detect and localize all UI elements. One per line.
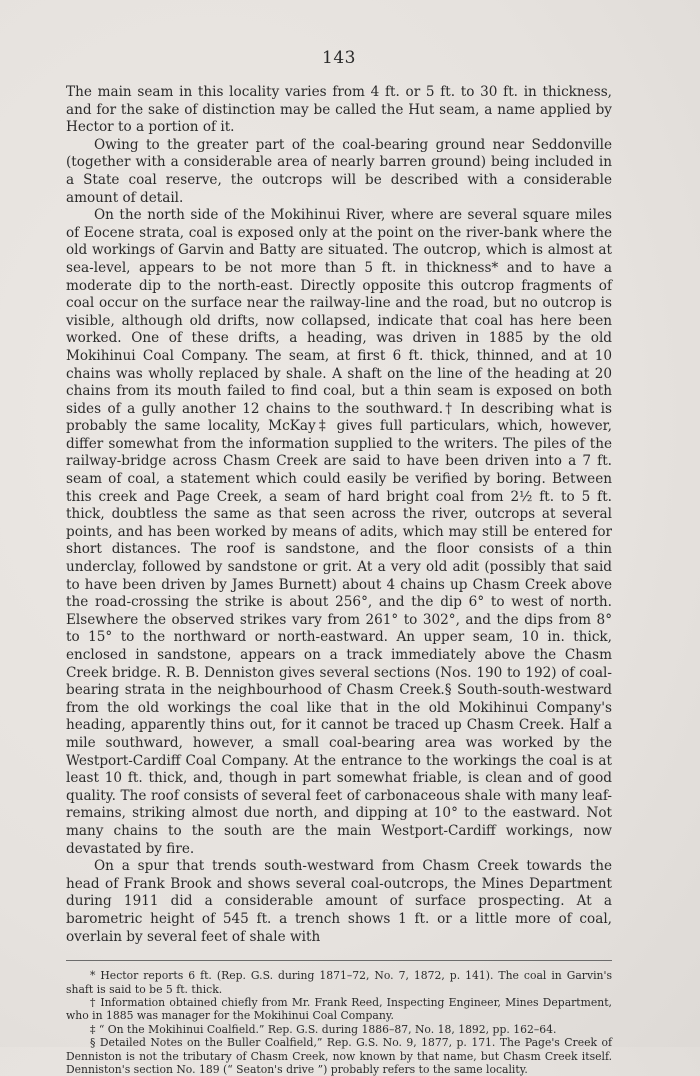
body-text [66,84,612,946]
footnote-3: ‡ “ On the Mokihinui Coalfield.” Rep. G.S. during 1886–87, No. 18, 1892, pp. 162–64. [90,1022,557,1036]
document-page [66,48,612,1076]
footnotes [66,969,612,1076]
paragraph-1: The main seam in this locality varies from 4 ft. or 5 ft. to 30 ft. in thickness, and for the sake of distinction may be called the Hut seam, a name applied by Hector to a portion of it. [66,84,612,136]
footnote-4: § Detailed Notes on the Buller Coalfield,” Rep. G.S. No. 9, 1877, p. 171. The Page's Creek of Denniston is not the tributary of Chasm Creek, now known by that name, but Chasm Creek itself. Denniston's section No. 189 (“ Seaton's drive ”) probably refers to the same locality. [66,1036,612,1076]
footnote-1: * Hector reports 6 ft. (Rep. G.S. during 1871–72, No. 7, 1872, p. 141). The coal in Garvin's shaft is said to be 5 ft. thick. [66,969,612,996]
paragraph-4: On a spur that trends south-westward from Chasm Creek towards the head of Frank Brook and shows several coal-outcrops, the Mines Department during 1911 did a considerable amount of surface prospecting. At a barometric height of 545 ft. a trench shows 1 ft. or a little more of coal, overlain by several feet of shale with [66,858,612,945]
page-number: 143 [322,48,356,68]
paragraph-2: Owing to the greater part of the coal-bearing ground near Seddonville (together with a considerable area of nearly barren ground) being included in a State coal reserve, the outcrops will be described with a considerable amount of detail. [66,136,612,206]
paragraph-3: On the north side of the Mokihinui River, where are several square miles of Eocene strata, coal is exposed only at the point on the river-bank where the old workings of Garvin and Batty are situated. The outcrop, which is almost at sea-level, appears to be not more than 5 ft. in thickness* and to have a moderate dip to the north-east. Directly opposite this outcrop fragments of coal occur on the surface near the railway-line and the road, but no outcrop is visible, although old drifts, now collapsed, indicate that coal has here been worked. One of these drifts, a heading, was driven in 1885 by the old Mokihinui Coal Company. The seam, at first 6 ft. thick, thinned, and at 10 chains was wholly replaced by shale. A shaft on the line of the heading at 20 chains from its mouth failed to find coal, but a thin seam is exposed on both sides of a gully another 12 chains to the southward.† In describing what is probably the same locality, McKay‡ gives full particulars, which, however, differ somewhat from the information supplied to the writers. The piles of the railway-bridge across Chasm Creek are said to have been driven into a 7 ft. seam of coal, a statement which could easily be verified by boring. Between this creek and Page Creek, a seam of hard bright coal from 2½ ft. to 5 ft. thick, doubtless the same as that seen across the river, outcrops at several points, and has been worked by means of adits, which may still be entered for short distances. The roof is sandstone, and the floor consists of a thin underclay, followed by sandstone or grit. At a very old adit (possibly that said to have been driven by James Burnett) about 4 chains up Chasm Creek above the road-crossing the strike is about 256°, and the dip 6° to west of north. Elsewhere the observed strikes vary from 261° to 302°, and the dips from 8° to 15° to the northward or north-eastward. An upper seam, 10 in. thick, enclosed in sandstone, appears on a track immediately above the Chasm Creek bridge. R. B. Denniston gives several sections (Nos. 190 to 192) of coal-bearing strata in the neighbourhood of Chasm Creek.§ South-south-westward from the old workings the coal like that in the old Mokihinui Company's heading, apparently thins out, for it cannot be traced up Chasm Creek. Half a mile southward, however, a small coal-bearing area was worked by the Westport-Cardiff Coal Company. At the entrance to the workings the coal is at least 10 ft. thick, and, though in part somewhat friable, is clean and of good quality. The roof consists of several feet of carbonaceous shale with many leaf-remains, striking almost due north, and dipping at 10° to the eastward. Not many chains to the south are the main Westport-Cardiff workings, now devastated by fire. [66,207,612,857]
footnote-divider [66,960,612,961]
footnote-2: † Information obtained chiefly from Mr. Frank Reed, Inspecting Engineer, Mines Department, who in 1885 was manager for the Mokihinui Coal Company. [66,995,612,1023]
